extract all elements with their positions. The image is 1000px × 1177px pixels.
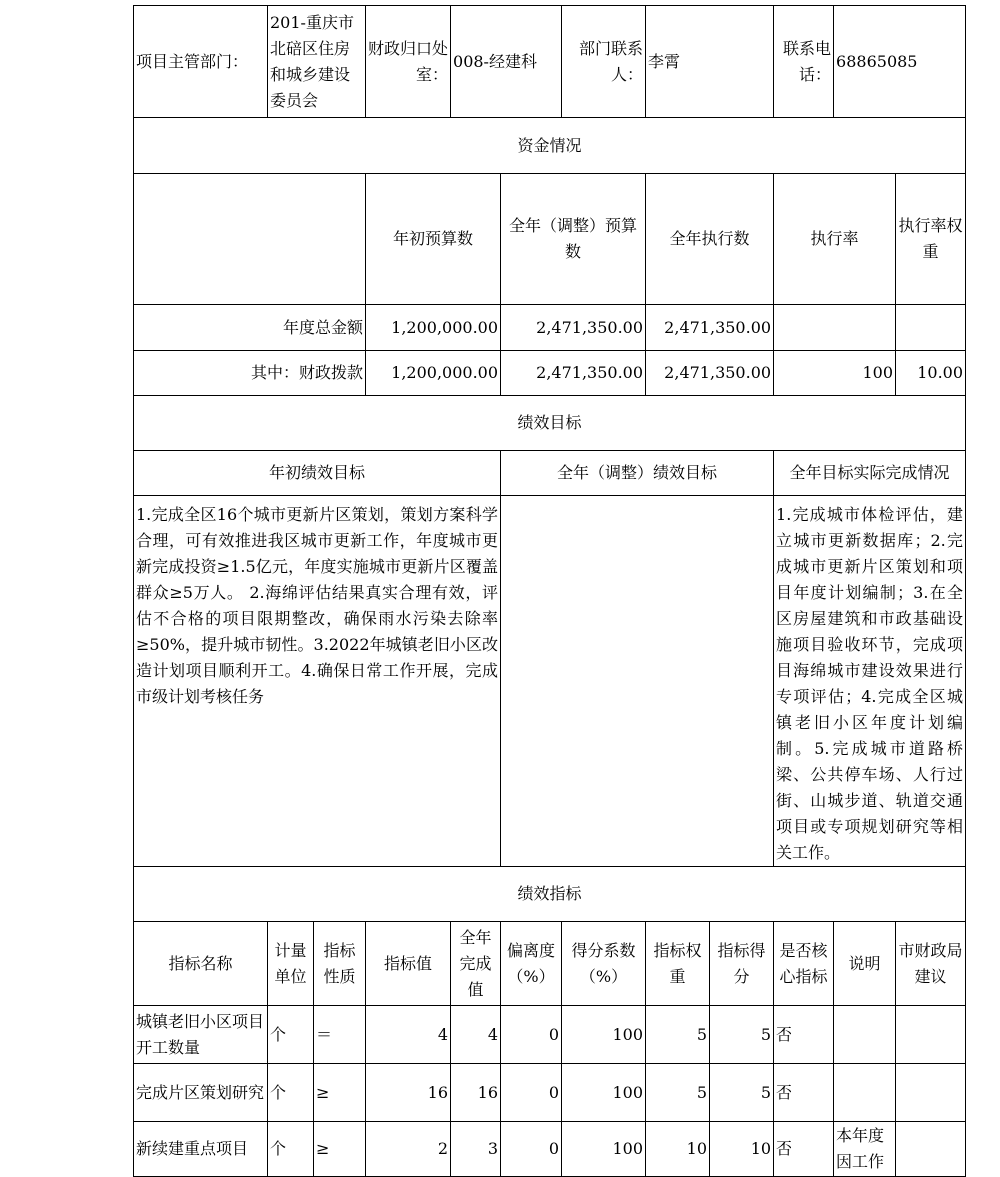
goals-header-row [134,451,966,496]
ind-score: 10 [710,1122,774,1177]
indicators-header-row [134,922,966,1006]
ind-col-note: 说明 [834,922,896,1006]
ind-coef: 100 [562,1064,646,1122]
funds-rate-value [774,305,896,351]
indicators-section-title: 绩效指标 [134,867,966,922]
ind-unit: 个 [268,1122,314,1177]
ind-actual: 3 [451,1122,501,1177]
goals-col-initial: 年初绩效目标 [134,451,501,496]
funds-col-adjusted: 全年（调整）预算数 [501,174,646,305]
dept-label: 项目主管部门： [134,6,268,118]
ind-score: 5 [710,1064,774,1122]
ind-suggestion [896,1122,966,1177]
ind-note [834,1064,896,1122]
goals-content-row [134,496,966,867]
ind-target: 16 [366,1064,451,1122]
dept-value: 201-重庆市北碚区住房和城乡建设委员会 [268,6,366,118]
funds-initial-value: 1,200,000.00 [366,351,501,396]
ind-name: 新续建重点项目 [134,1122,268,1177]
ind-coef: 100 [562,1122,646,1177]
ind-unit: 个 [268,1006,314,1064]
ind-col-weight: 指标权重 [646,922,710,1006]
ind-weight: 10 [646,1122,710,1177]
funds-adjusted-value: 2,471,350.00 [501,305,646,351]
ind-col-target: 指标值 [366,922,451,1006]
phone-value: 68865085 [834,6,966,118]
indicator-row [134,1006,966,1064]
ind-col-core: 是否核心指标 [774,922,834,1006]
indicator-row [134,1064,966,1122]
contact-value: 李霄 [646,6,774,118]
funds-row-label: 其中：财政拨款 [134,351,366,396]
goals-actual-text: 1.完成城市体检评估，建立城市更新数据库；2.完成城市更新片区策划和项目年度计划编制；3.在全区房屋建筑和市政基础设施项目验收环节，完成项目海绵城市建设效果进行专项评估；4.完成全区城镇老旧小区年度计划编制。5.完成城市道路桥梁、公共停车场、人行过街、山城步道、轨道交通项目或专项规划研究等相关工作。 [774,496,966,867]
ind-target: 2 [366,1122,451,1177]
ind-weight: 5 [646,1064,710,1122]
performance-form-table [133,5,966,1177]
ind-name: 城镇老旧小区项目开工数量 [134,1006,268,1064]
funds-row-total [134,305,966,351]
header-row [134,6,966,118]
ind-score: 5 [710,1006,774,1064]
funds-col-initial: 年初预算数 [366,174,501,305]
ind-note [834,1006,896,1064]
goals-adjusted-text [501,496,774,867]
ind-deviation: 0 [501,1006,562,1064]
ind-col-coef: 得分系数（%） [562,922,646,1006]
goals-col-adjusted: 全年（调整）绩效目标 [501,451,774,496]
ind-col-unit: 计量单位 [268,922,314,1006]
funds-col-rate: 执行率 [774,174,896,305]
finance-value: 008-经建科 [451,6,562,118]
funds-row-fiscal [134,351,966,396]
funds-col-executed: 全年执行数 [646,174,774,305]
ind-core: 否 [774,1006,834,1064]
goals-section-title: 绩效目标 [134,396,966,451]
funds-weight-value: 10.00 [896,351,966,396]
indicators-section-row [134,867,966,922]
ind-col-score: 指标得分 [710,922,774,1006]
ind-target: 4 [366,1006,451,1064]
goals-col-actual: 全年目标实际完成情况 [774,451,966,496]
ind-note: 本年度因工作 [834,1122,896,1177]
funds-initial-value: 1,200,000.00 [366,305,501,351]
ind-col-suggestion: 市财政局建议 [896,922,966,1006]
funds-section-title: 资金情况 [134,118,966,174]
ind-col-nature: 指标性质 [314,922,366,1006]
ind-coef: 100 [562,1006,646,1064]
funds-rate-value: 100 [774,351,896,396]
goals-initial-text: 1.完成全区16个城市更新片区策划，策划方案科学合理，可有效推进我区城市更新工作，年度城市更新完成投资≥1.5亿元，年度实施城市更新片区覆盖群众≥5万人。 2.海绵评估结果真实合理有效，评估不合格的项目限期整改，确保雨水污染去除率≥50%，提升城市韧性。3.2022年城镇老旧小区改造计划项目顺利开工。4.确保日常工作开展，完成市级计划考核任务 [134,496,501,867]
ind-suggestion [896,1006,966,1064]
ind-col-deviation: 偏离度（%） [501,922,562,1006]
ind-weight: 5 [646,1006,710,1064]
ind-core: 否 [774,1064,834,1122]
ind-actual: 4 [451,1006,501,1064]
funds-header-row [134,174,966,305]
ind-name: 完成片区策划研究 [134,1064,268,1122]
funds-executed-value: 2,471,350.00 [646,305,774,351]
goals-section-row [134,396,966,451]
funds-adjusted-value: 2,471,350.00 [501,351,646,396]
ind-deviation: 0 [501,1122,562,1177]
ind-nature: ≥ [314,1122,366,1177]
ind-nature: ≥ [314,1064,366,1122]
ind-actual: 16 [451,1064,501,1122]
funds-row-label: 年度总金额 [134,305,366,351]
indicator-row [134,1122,966,1177]
ind-col-name: 指标名称 [134,922,268,1006]
ind-nature: ＝ [314,1006,366,1064]
ind-core: 否 [774,1122,834,1177]
funds-blank-header [134,174,366,305]
funds-executed-value: 2,471,350.00 [646,351,774,396]
ind-col-actual: 全年完成值 [451,922,501,1006]
ind-deviation: 0 [501,1064,562,1122]
funds-col-weight: 执行率权重 [896,174,966,305]
ind-unit: 个 [268,1064,314,1122]
funds-weight-value [896,305,966,351]
contact-label: 部门联系人： [562,6,646,118]
finance-label: 财政归口处室： [366,6,451,118]
phone-label: 联系电话： [774,6,834,118]
ind-suggestion [896,1064,966,1122]
funds-section-row [134,118,966,174]
